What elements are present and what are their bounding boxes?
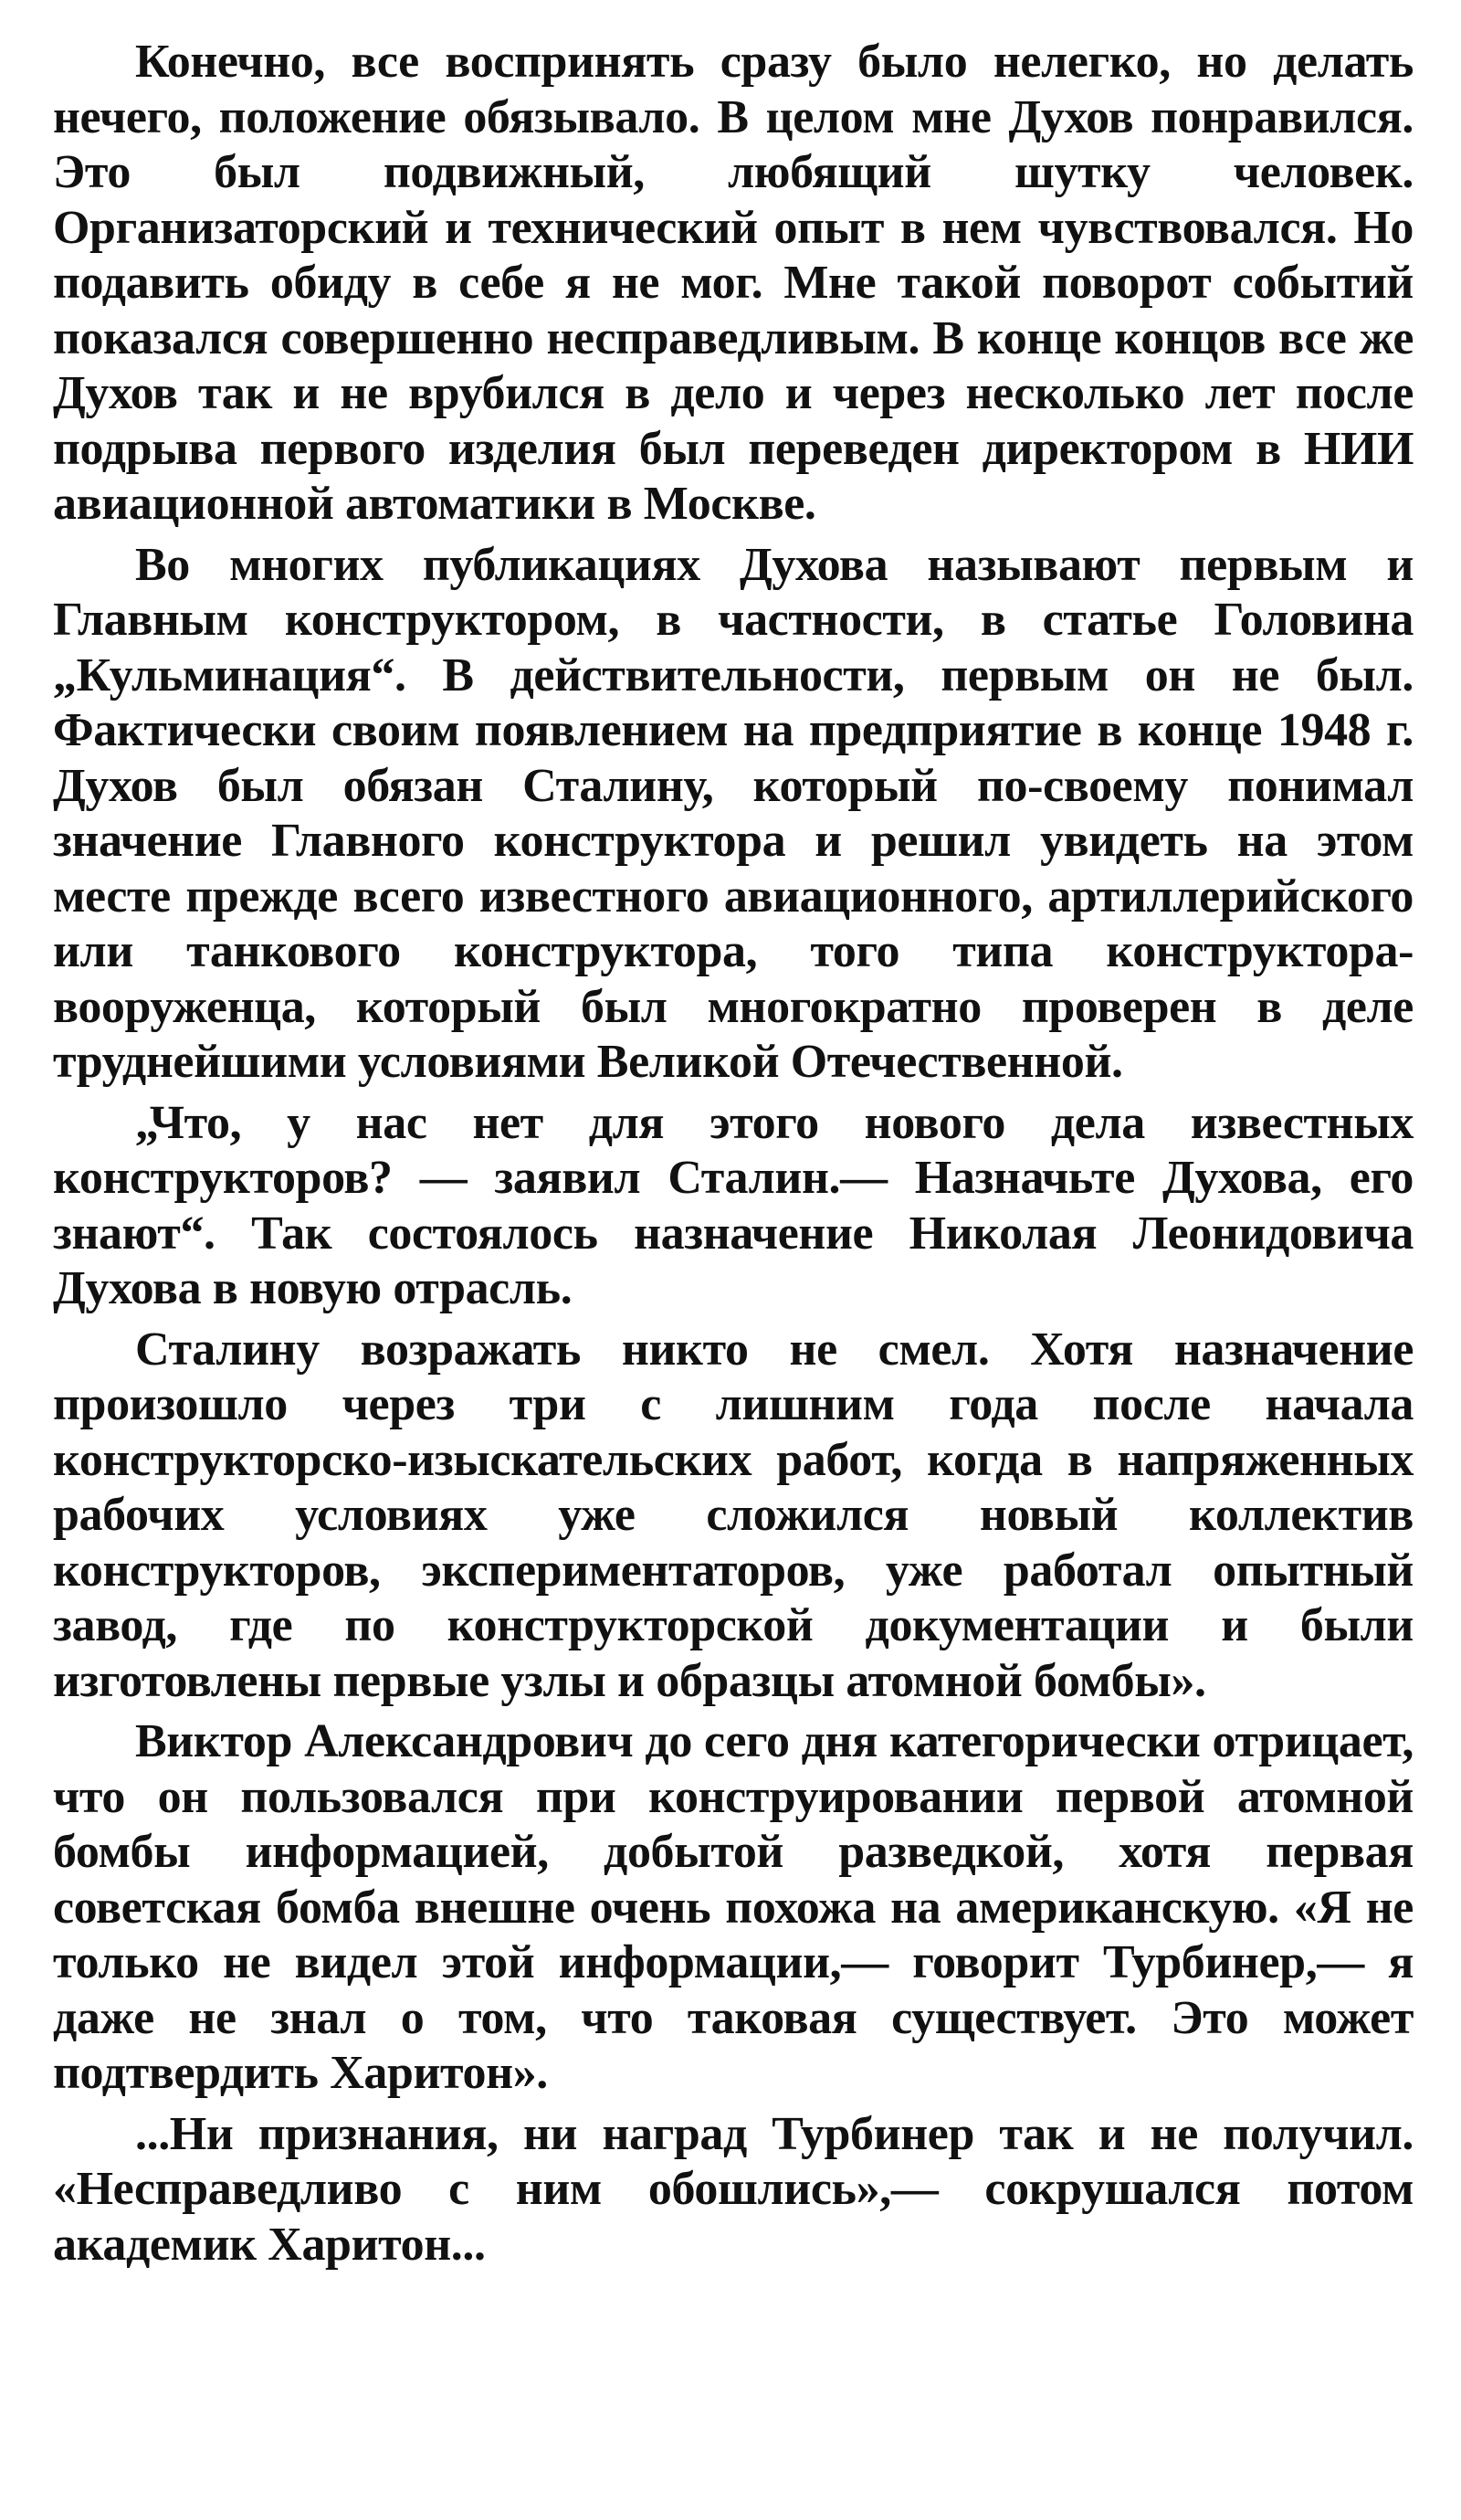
paragraph-5: Виктор Александрович до сего дня категорически отрицает, что он пользовался при конструировании первой атомной бомбы информацией, добытой разведкой, хотя первая советская бомба внешне очень похожа на американскую. «Я не только не видел этой информации,— говорит Турбинер,— я даже не знал о том, что таковая существует. Это может подтвердить Харитон». bbox=[53, 1715, 1414, 2099]
paragraph-2: Во многих публикациях Духова называют первым и Главным конструктором, в частности, в статье Головина „Кульминация“. В действительности, первым он не был. Фактически своим появлением на предприятие в конце 1948 г. Духов был обязан Сталину, который по-своему понимал значение Главного конструктора и решил увидеть на этом месте прежде всего известного авиационного, артиллерийского или танкового конструктора, того типа конструктора-вооруженца, который был многократно проверен в деле труднейшими условиями Великой Отечественной. bbox=[53, 538, 1414, 1088]
paragraph-4: Сталину возражать никто не смел. Хотя назначение произошло через три с лишним года после начала конструкторско-изыскательских работ, когда в напряженных рабочих условиях уже сложился новый коллектив конструкторов, экспериментаторов, уже работал опытный завод, где по конструкторской документации и были изготовлены первые узлы и образцы атомной бомбы». bbox=[53, 1323, 1414, 1707]
paragraph-6: ...Ни признания, ни наград Турбинер так и не получил. «Несправедливо с ним обошлись»,— сокрушался потом академик Харитон... bbox=[53, 2107, 1414, 2271]
paragraph-3: „Что, у нас нет для этого нового дела известных конструкторов? — заявил Сталин.— Назначьте Духова, его знают“. Так состоялось назначение Николая Леонидовича Духова в новую отрасль. bbox=[53, 1096, 1414, 1314]
book-page-text bbox=[53, 35, 1414, 2272]
paragraph-1: Конечно, все воспринять сразу было нелегко, но делать нечего, положение обязывало. В целом мне Духов понравился. Это был подвижный, любящий шутку человек. Организаторский и технический опыт в нем чувствовался. Но подавить обиду в себе я не мог. Мне такой поворот событий показался совершенно несправедливым. В конце концов все же Духов так и не врубился в дело и через несколько лет после подрыва первого изделия был переведен директором в НИИ авиационной автоматики в Москве. bbox=[53, 36, 1414, 530]
